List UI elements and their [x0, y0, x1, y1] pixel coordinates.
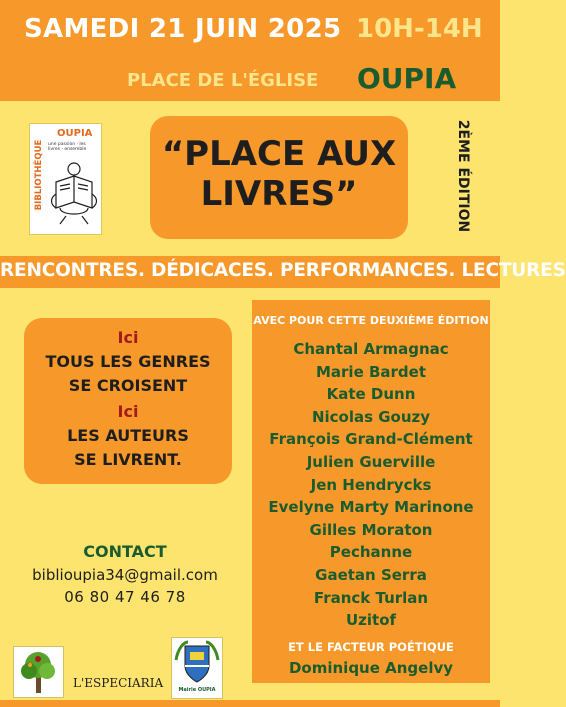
slogan-line-4: SE LIVRENT.: [74, 450, 182, 469]
author-item: Marie Bardet: [315, 362, 427, 381]
author-item: François Grand-Clément: [269, 430, 473, 449]
slogan-line-1: TOUS LES GENRES: [45, 352, 211, 371]
event-title-line2: LIVRES”: [200, 174, 358, 214]
author-item: Kate Dunn: [326, 385, 416, 404]
event-title: [150, 134, 408, 214]
postman-name: Dominique Angelvy: [288, 659, 454, 677]
slogan-ici-1: Ici: [117, 328, 139, 347]
author-item: Pechanne: [329, 543, 413, 562]
bottom-strip: [0, 700, 500, 707]
event-hours: 10H-14H: [356, 14, 483, 44]
mairie-label: Mairie OUPIA: [178, 687, 216, 693]
especiaria-logo: L'ESPECIARIA: [73, 676, 164, 690]
slogan-line-3: LES AUTEURS: [67, 426, 189, 445]
event-title-line1: “PLACE AUX: [161, 134, 397, 174]
event-title-box: [150, 116, 408, 239]
library-logo-name: OUPIA: [57, 128, 93, 139]
contact-phone: 06 80 47 46 78: [64, 588, 186, 606]
tree-icon: [14, 647, 63, 697]
tree-logo: [13, 646, 64, 698]
library-logo: [29, 123, 102, 235]
author-item: Jen Hendrycks: [310, 475, 432, 494]
author-item: Julien Guerville: [306, 452, 436, 471]
event-town: OUPIA: [357, 62, 457, 95]
edition-label: [453, 118, 473, 238]
library-logo-side-text: BIBLIOTHÈQUE: [34, 139, 44, 211]
author-item: Evelyne Marty Marinone: [268, 498, 474, 517]
authors-box: [252, 300, 490, 683]
slogan-box: [24, 318, 232, 484]
author-item: Uzitof: [345, 611, 397, 630]
activities-band: [0, 256, 566, 288]
author-list: [252, 338, 490, 632]
slogan-line-2: SE CROISENT: [68, 376, 188, 395]
author-item: Gilles Moraton: [309, 520, 433, 539]
author-item: Chantal Armagnac: [293, 340, 449, 358]
reader-illustration-icon: [30, 124, 101, 234]
contact-heading: CONTACT: [83, 542, 167, 561]
author-item: Nicolas Gouzy: [311, 407, 431, 426]
author-item: Gaetan Serra: [315, 565, 427, 584]
activities-text: RENCONTRES. DÉDICACES. PERFORMANCES. LECTURES: [0, 260, 566, 281]
event-date: SAMEDI 21 JUIN 2025: [24, 14, 342, 44]
event-venue: PLACE DE L'ÉGLISE: [127, 70, 319, 91]
authors-intro: AVEC POUR CETTE DEUXIÈME ÉDITION: [253, 314, 489, 327]
contact-email: biblioupia34@gmail.com: [32, 566, 218, 584]
slogan-ici-2: Ici: [117, 402, 139, 421]
library-logo-tagline: une passion · les livres · ensemble: [48, 142, 87, 152]
town-crest-icon: [172, 638, 222, 686]
author-item: Franck Turlan: [313, 588, 429, 607]
postman-intro: ET LE FACTEUR POÉTIQUE: [288, 640, 454, 654]
edition-text: 2ÈME ÉDITION: [455, 119, 471, 233]
mairie-logo: [171, 637, 223, 699]
header-band: [0, 0, 500, 101]
